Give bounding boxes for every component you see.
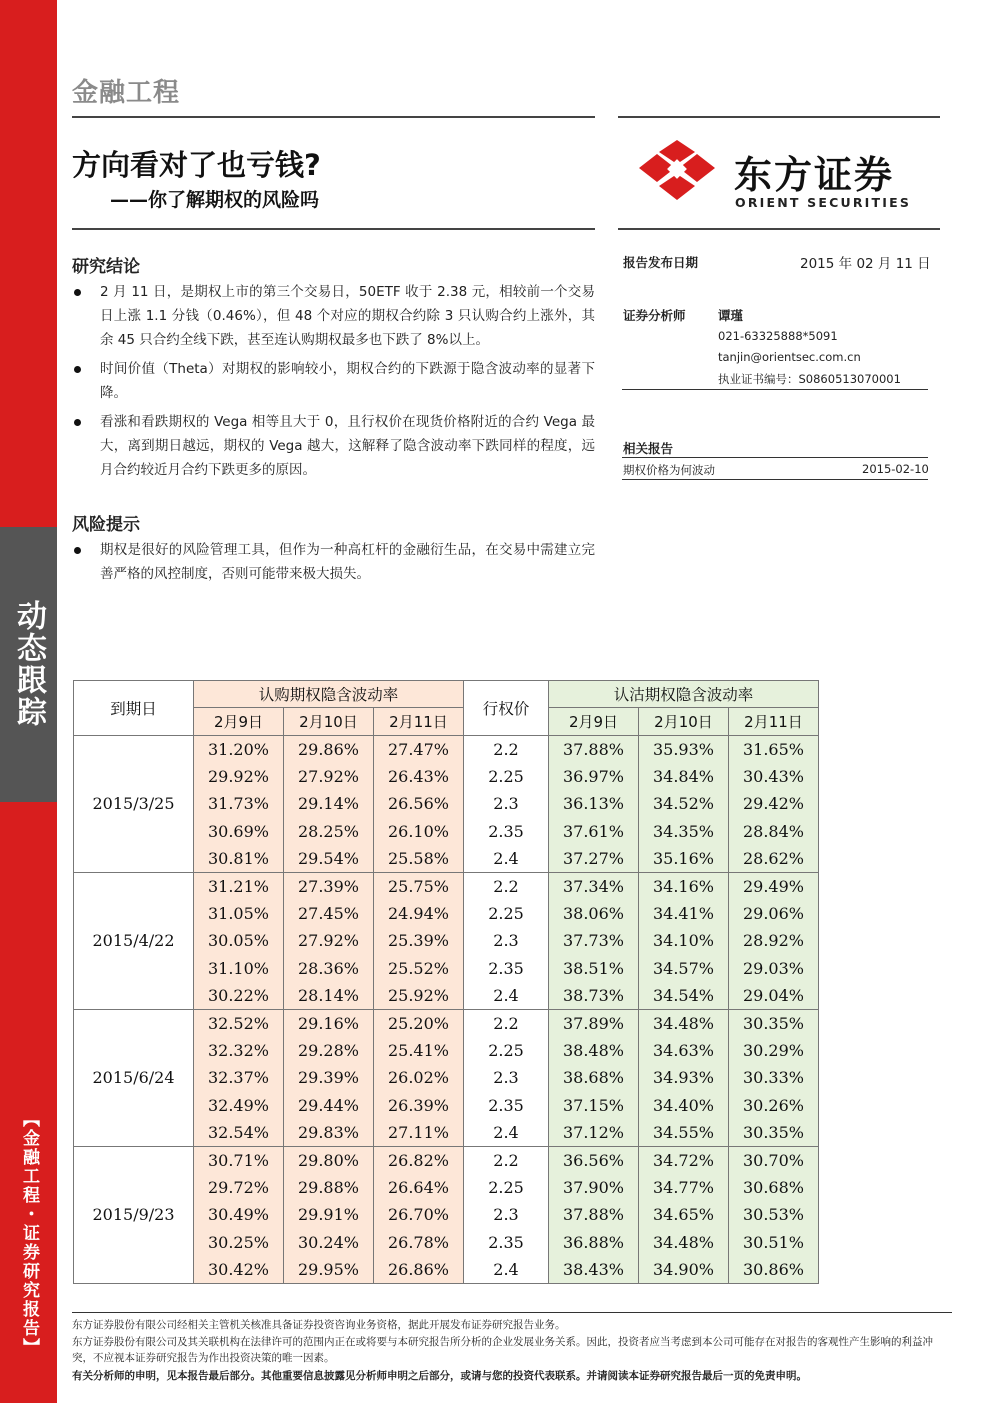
call-iv-cell: 29.44% bbox=[284, 1092, 374, 1119]
strike-cell: 2.4 bbox=[464, 845, 549, 872]
related-rule-top bbox=[622, 457, 928, 458]
put-iv-cell: 37.27% bbox=[549, 845, 639, 872]
call-iv-cell: 26.43% bbox=[374, 763, 464, 790]
expiry-cell: 2015/4/22 bbox=[74, 872, 194, 1009]
call-iv-cell: 25.92% bbox=[374, 982, 464, 1009]
put-iv-cell: 31.65% bbox=[729, 736, 819, 763]
put-iv-cell: 28.84% bbox=[729, 818, 819, 845]
call-iv-cell: 29.72% bbox=[194, 1174, 284, 1201]
put-iv-cell: 34.57% bbox=[639, 955, 729, 982]
call-iv-cell: 25.75% bbox=[374, 872, 464, 899]
put-iv-cell: 30.43% bbox=[729, 763, 819, 790]
put-iv-cell: 29.03% bbox=[729, 955, 819, 982]
brand-name-cn: 东方证券 bbox=[734, 153, 895, 197]
strike-cell: 2.25 bbox=[464, 1037, 549, 1064]
put-iv-cell: 38.43% bbox=[549, 1256, 639, 1283]
call-iv-cell: 32.52% bbox=[194, 1009, 284, 1036]
analyst-name: 谭瑾 bbox=[718, 308, 744, 323]
call-iv-cell: 27.39% bbox=[284, 872, 374, 899]
company-logo bbox=[637, 138, 937, 210]
call-iv-cell: 25.52% bbox=[374, 955, 464, 982]
put-iv-cell: 28.92% bbox=[729, 927, 819, 954]
analyst-phone: 021-63325888*5091 bbox=[718, 329, 838, 343]
call-date-header: 2月11日 bbox=[374, 708, 464, 736]
put-iv-cell: 38.51% bbox=[549, 955, 639, 982]
put-iv-cell: 30.35% bbox=[729, 1009, 819, 1036]
call-iv-cell: 27.92% bbox=[284, 927, 374, 954]
conclusion-item: 2 月 11 日，是期权上市的第三个交易日，50ETF 收于 2.38 元，相较前一个交易日上涨 1.1 分钱（0.46%），但 48 个对应的期权合约除 3 只认购合约上涨外，其余 45 只合约全线下跌，甚至连认购期权最多也下跌了 8%以上。 bbox=[72, 280, 595, 352]
put-iv-cell: 34.16% bbox=[639, 872, 729, 899]
page-subtitle: ——你了解期权的风险吗 bbox=[110, 189, 320, 211]
analyst-license: 执业证书编号：S0860513070001 bbox=[718, 372, 901, 386]
call-iv-cell: 26.56% bbox=[374, 790, 464, 817]
call-iv-cell: 25.20% bbox=[374, 1009, 464, 1036]
put-iv-cell: 37.89% bbox=[549, 1009, 639, 1036]
call-iv-cell: 31.05% bbox=[194, 900, 284, 927]
footer-line-2: 东方证券股份有限公司及其关联机构在法律许可的范围内正在或将要与本研究报告所分析的企业发展业务关系。因此，投资者应当考虑到本公司可能存在对报告的客观性产生影响的利益冲突，不应视本证券研究报告为作出投资决策的唯一因素。 bbox=[72, 1336, 933, 1364]
call-iv-cell: 26.10% bbox=[374, 818, 464, 845]
put-iv-cell: 34.35% bbox=[639, 818, 729, 845]
strike-cell: 2.25 bbox=[464, 900, 549, 927]
related-report-date: 2015-02-10 bbox=[862, 462, 929, 476]
conclusion-list bbox=[72, 280, 595, 487]
call-iv-cell: 26.82% bbox=[374, 1146, 464, 1173]
publish-date-label: 报告发布日期 bbox=[623, 255, 699, 270]
call-iv-cell: 27.47% bbox=[374, 736, 464, 763]
put-iv-cell: 34.10% bbox=[639, 927, 729, 954]
put-iv-cell: 36.13% bbox=[549, 790, 639, 817]
conclusion-heading: 研究结论 bbox=[72, 257, 140, 277]
strike-cell: 2.25 bbox=[464, 1174, 549, 1201]
call-iv-cell: 27.45% bbox=[284, 900, 374, 927]
put-iv-cell: 30.53% bbox=[729, 1201, 819, 1228]
related-label: 相关报告 bbox=[623, 441, 674, 456]
strike-cell: 2.35 bbox=[464, 818, 549, 845]
call-iv-cell: 31.73% bbox=[194, 790, 284, 817]
call-iv-cell: 31.20% bbox=[194, 736, 284, 763]
table-row bbox=[74, 1009, 819, 1036]
call-iv-cell: 25.58% bbox=[374, 845, 464, 872]
table-row bbox=[74, 1146, 819, 1173]
put-iv-cell: 38.06% bbox=[549, 900, 639, 927]
strike-cell: 2.4 bbox=[464, 1119, 549, 1146]
strike-cell: 2.25 bbox=[464, 763, 549, 790]
section-label: 动态跟踪 bbox=[11, 600, 46, 728]
call-iv-cell: 27.92% bbox=[284, 763, 374, 790]
table-row bbox=[74, 736, 819, 763]
put-iv-cell: 29.42% bbox=[729, 790, 819, 817]
risk-list bbox=[72, 538, 595, 591]
strike-cell: 2.35 bbox=[464, 955, 549, 982]
put-iv-cell: 34.40% bbox=[639, 1092, 729, 1119]
call-date-header: 2月10日 bbox=[284, 708, 374, 736]
call-iv-cell: 26.78% bbox=[374, 1229, 464, 1256]
put-iv-cell: 29.49% bbox=[729, 872, 819, 899]
put-iv-cell: 30.68% bbox=[729, 1174, 819, 1201]
call-iv-cell: 32.54% bbox=[194, 1119, 284, 1146]
put-iv-cell: 38.68% bbox=[549, 1064, 639, 1091]
risk-item: 期权是很好的风险管理工具，但作为一种高杠杆的金融衍生品，在交易中需建立完善严格的风控制度，否则可能带来极大损失。 bbox=[72, 538, 595, 586]
call-iv-cell: 29.91% bbox=[284, 1201, 374, 1228]
put-iv-cell: 29.06% bbox=[729, 900, 819, 927]
put-iv-cell: 37.12% bbox=[549, 1119, 639, 1146]
call-iv-cell: 28.25% bbox=[284, 818, 374, 845]
publish-date-value: 2015 年 02 月 11 日 bbox=[800, 256, 931, 272]
table-body bbox=[74, 736, 819, 1284]
put-iv-cell: 37.61% bbox=[549, 818, 639, 845]
logo-mark-icon bbox=[637, 138, 717, 202]
put-iv-cell: 37.88% bbox=[549, 1201, 639, 1228]
put-iv-cell: 36.56% bbox=[549, 1146, 639, 1173]
put-iv-cell: 30.70% bbox=[729, 1146, 819, 1173]
brand-name-en: ORIENT SECURITIES bbox=[735, 195, 912, 210]
put-iv-cell: 30.29% bbox=[729, 1037, 819, 1064]
call-iv-cell: 30.69% bbox=[194, 818, 284, 845]
call-iv-cell: 26.39% bbox=[374, 1092, 464, 1119]
put-iv-cell: 29.04% bbox=[729, 982, 819, 1009]
call-iv-cell: 31.10% bbox=[194, 955, 284, 982]
strike-cell: 2.3 bbox=[464, 790, 549, 817]
call-iv-cell: 29.54% bbox=[284, 845, 374, 872]
strike-cell: 2.3 bbox=[464, 1064, 549, 1091]
call-iv-cell: 30.42% bbox=[194, 1256, 284, 1283]
put-date-header: 2月9日 bbox=[549, 708, 639, 736]
call-iv-cell: 30.22% bbox=[194, 982, 284, 1009]
put-iv-cell: 35.93% bbox=[639, 736, 729, 763]
put-iv-cell: 30.51% bbox=[729, 1229, 819, 1256]
call-iv-cell: 25.41% bbox=[374, 1037, 464, 1064]
header-rule-left bbox=[72, 228, 595, 230]
analyst-label: 证券分析师 bbox=[623, 308, 686, 323]
call-iv-cell: 29.28% bbox=[284, 1037, 374, 1064]
call-iv-cell: 29.86% bbox=[284, 736, 374, 763]
put-iv-cell: 38.48% bbox=[549, 1037, 639, 1064]
analyst-email[interactable]: tanjin@orientsec.com.cn bbox=[718, 350, 861, 364]
footer-line-1: 东方证券股份有限公司经相关主管机关核准具备证券投资咨询业务资格，据此开展发布证券研究报告业务。 bbox=[72, 1319, 566, 1331]
put-iv-cell: 28.62% bbox=[729, 845, 819, 872]
call-iv-cell: 29.88% bbox=[284, 1174, 374, 1201]
put-iv-cell: 34.65% bbox=[639, 1201, 729, 1228]
expiry-cell: 2015/3/25 bbox=[74, 736, 194, 873]
strike-cell: 2.2 bbox=[464, 872, 549, 899]
side-bar bbox=[0, 0, 57, 1403]
call-iv-cell: 26.70% bbox=[374, 1201, 464, 1228]
call-iv-cell: 30.05% bbox=[194, 927, 284, 954]
call-iv-cell: 29.80% bbox=[284, 1146, 374, 1173]
put-iv-cell: 37.88% bbox=[549, 736, 639, 763]
call-iv-cell: 25.39% bbox=[374, 927, 464, 954]
implied-volatility-table bbox=[73, 680, 819, 1284]
put-iv-cell: 34.48% bbox=[639, 1009, 729, 1036]
call-iv-cell: 31.21% bbox=[194, 872, 284, 899]
put-iv-cell: 30.26% bbox=[729, 1092, 819, 1119]
call-iv-cell: 30.25% bbox=[194, 1229, 284, 1256]
call-iv-header: 认购期权隐含波动率 bbox=[194, 681, 464, 708]
put-iv-cell: 34.90% bbox=[639, 1256, 729, 1283]
call-date-header: 2月9日 bbox=[194, 708, 284, 736]
put-iv-cell: 35.16% bbox=[639, 845, 729, 872]
conclusion-item: 看涨和看跌期权的 Vega 相等且大于 0，且行权价在现货价格附近的合约 Vega 最大，离到期日越远，期权的 Vega 越大，这解释了隐含波动率下跌同样的程度，远月合约较近月合约下跌更多的原因。 bbox=[72, 410, 595, 482]
expiry-header: 到期日 bbox=[74, 681, 194, 736]
strike-cell: 2.2 bbox=[464, 736, 549, 763]
put-iv-cell: 37.34% bbox=[549, 872, 639, 899]
call-iv-cell: 24.94% bbox=[374, 900, 464, 927]
call-iv-cell: 30.49% bbox=[194, 1201, 284, 1228]
put-iv-cell: 34.52% bbox=[639, 790, 729, 817]
put-iv-cell: 36.97% bbox=[549, 763, 639, 790]
risk-heading: 风险提示 bbox=[72, 515, 140, 535]
put-iv-cell: 38.73% bbox=[549, 982, 639, 1009]
call-iv-cell: 30.81% bbox=[194, 845, 284, 872]
analyst-rule bbox=[622, 389, 928, 390]
related-report-link[interactable]: 期权价格为何波动 bbox=[623, 463, 715, 477]
call-iv-cell: 32.32% bbox=[194, 1037, 284, 1064]
call-iv-cell: 32.37% bbox=[194, 1064, 284, 1091]
put-iv-header: 认沽期权隐含波动率 bbox=[549, 681, 819, 708]
put-iv-cell: 37.73% bbox=[549, 927, 639, 954]
put-iv-cell: 34.41% bbox=[639, 900, 729, 927]
put-iv-cell: 37.15% bbox=[549, 1092, 639, 1119]
call-iv-cell: 30.24% bbox=[284, 1229, 374, 1256]
report-label: 【金融工程・证券研究报告】 bbox=[19, 1110, 39, 1357]
strike-cell: 2.35 bbox=[464, 1229, 549, 1256]
call-iv-cell: 26.64% bbox=[374, 1174, 464, 1201]
put-iv-cell: 36.88% bbox=[549, 1229, 639, 1256]
related-rule-bottom bbox=[622, 479, 928, 480]
call-iv-cell: 29.14% bbox=[284, 790, 374, 817]
call-iv-cell: 29.16% bbox=[284, 1009, 374, 1036]
put-iv-cell: 34.63% bbox=[639, 1037, 729, 1064]
put-iv-cell: 34.55% bbox=[639, 1119, 729, 1146]
strike-cell: 2.2 bbox=[464, 1009, 549, 1036]
put-iv-cell: 34.84% bbox=[639, 763, 729, 790]
put-iv-cell: 34.72% bbox=[639, 1146, 729, 1173]
put-iv-cell: 30.33% bbox=[729, 1064, 819, 1091]
footer-rule bbox=[72, 1312, 952, 1313]
strike-cell: 2.4 bbox=[464, 1256, 549, 1283]
strike-cell: 2.35 bbox=[464, 1092, 549, 1119]
expiry-cell: 2015/9/23 bbox=[74, 1146, 194, 1283]
footer-line-3: 有关分析师的申明，见本报告最后部分。其他重要信息披露见分析师申明之后部分，或请与您的投资代表联系。并请阅读本证券研究报告最后一页的免责申明。 bbox=[72, 1370, 807, 1382]
put-iv-cell: 37.90% bbox=[549, 1174, 639, 1201]
header-rule-right bbox=[618, 228, 940, 230]
put-iv-cell: 34.93% bbox=[639, 1064, 729, 1091]
strike-cell: 2.2 bbox=[464, 1146, 549, 1173]
call-iv-cell: 29.92% bbox=[194, 763, 284, 790]
strike-cell: 2.3 bbox=[464, 1201, 549, 1228]
call-iv-cell: 29.95% bbox=[284, 1256, 374, 1283]
strike-cell: 2.4 bbox=[464, 982, 549, 1009]
call-iv-cell: 29.39% bbox=[284, 1064, 374, 1091]
put-iv-cell: 34.54% bbox=[639, 982, 729, 1009]
put-iv-cell: 34.77% bbox=[639, 1174, 729, 1201]
put-iv-cell: 34.48% bbox=[639, 1229, 729, 1256]
strike-cell: 2.3 bbox=[464, 927, 549, 954]
strike-header: 行权价 bbox=[464, 681, 549, 736]
put-iv-cell: 30.86% bbox=[729, 1256, 819, 1283]
put-date-header: 2月10日 bbox=[639, 708, 729, 736]
page-title: 方向看对了也亏钱? bbox=[72, 148, 321, 182]
call-iv-cell: 26.86% bbox=[374, 1256, 464, 1283]
expiry-cell: 2015/6/24 bbox=[74, 1009, 194, 1146]
call-iv-cell: 28.36% bbox=[284, 955, 374, 982]
logo-rule-top bbox=[618, 116, 940, 118]
call-iv-cell: 30.71% bbox=[194, 1146, 284, 1173]
report-category: 金融工程 bbox=[72, 78, 181, 108]
call-iv-cell: 27.11% bbox=[374, 1119, 464, 1146]
call-iv-cell: 32.49% bbox=[194, 1092, 284, 1119]
side-bar-red-top bbox=[0, 0, 57, 527]
call-iv-cell: 29.83% bbox=[284, 1119, 374, 1146]
title-rule bbox=[72, 116, 595, 118]
call-iv-cell: 28.14% bbox=[284, 982, 374, 1009]
put-iv-cell: 30.35% bbox=[729, 1119, 819, 1146]
call-iv-cell: 26.02% bbox=[374, 1064, 464, 1091]
table-row bbox=[74, 872, 819, 899]
put-date-header: 2月11日 bbox=[729, 708, 819, 736]
conclusion-item: 时间价值（Theta）对期权的影响较小，期权合约的下跌源于隐含波动率的显著下降。 bbox=[72, 357, 595, 405]
